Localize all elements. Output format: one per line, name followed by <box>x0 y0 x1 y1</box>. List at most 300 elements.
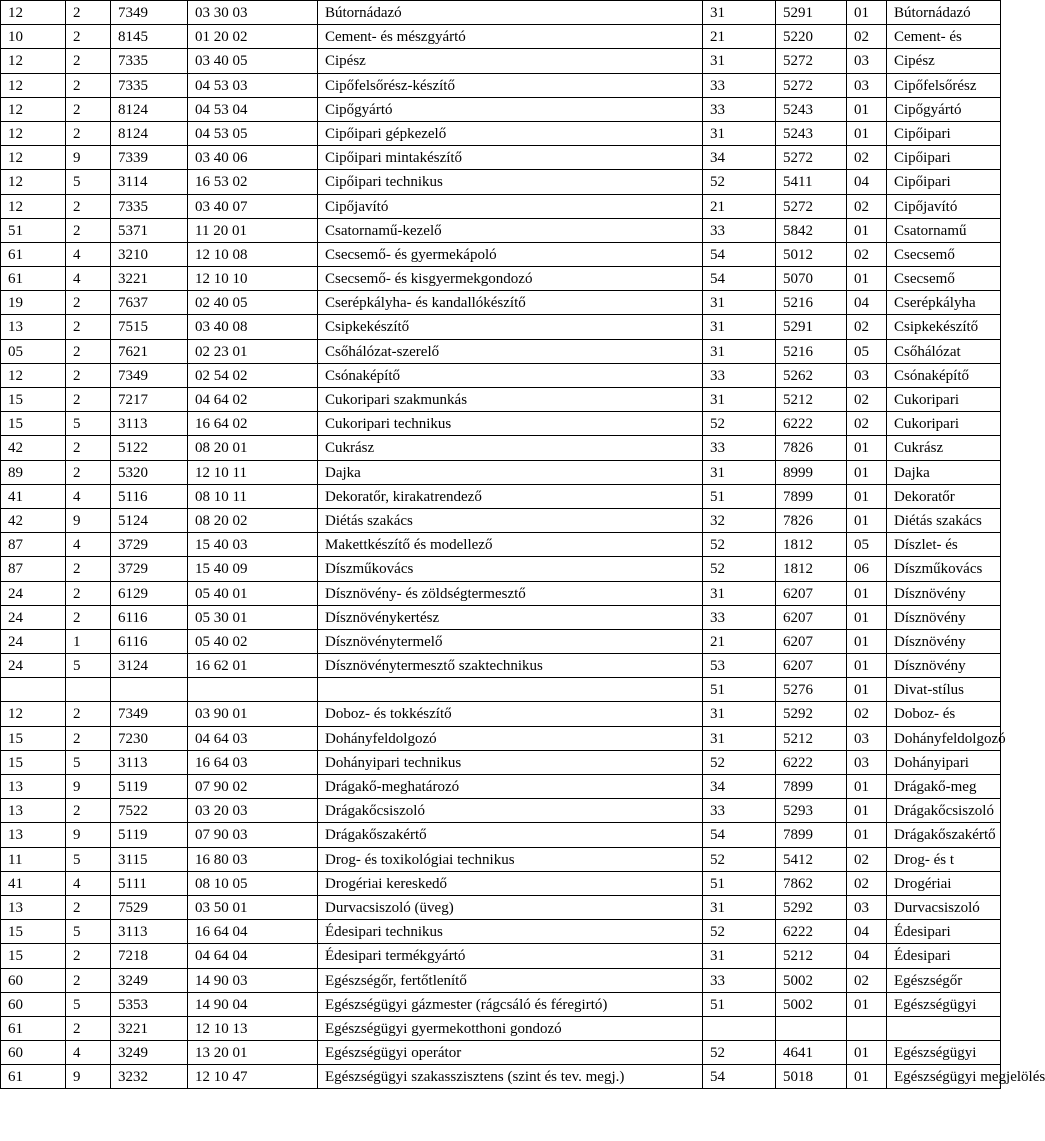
cell-code-a: 05 <box>1 339 66 363</box>
table-row <box>1 170 1001 194</box>
cell-occupation-name: Dohányfeldolgozó <box>318 726 703 750</box>
cell-code-c: 7349 <box>111 1 188 25</box>
cell-code-b: 2 <box>66 49 111 73</box>
cell-code-b: 2 <box>66 315 111 339</box>
cell-code-d: 16 64 04 <box>188 920 318 944</box>
table-row <box>1 702 1001 726</box>
cell-code-a: 15 <box>1 920 66 944</box>
cell-code-d: 03 40 08 <box>188 315 318 339</box>
cell-code-c: 5320 <box>111 460 188 484</box>
table-row <box>1 412 1001 436</box>
cell-code-f: 01 <box>847 629 887 653</box>
cell-code-b: 9 <box>66 1065 111 1089</box>
cell-code-b: 5 <box>66 654 111 678</box>
cell-code-f: 01 <box>847 218 887 242</box>
table-row <box>1 557 1001 581</box>
cell-occupation-name: Cement- és mészgyártó <box>318 25 703 49</box>
cell-new-name: Cipőfelsőrész <box>887 73 1001 97</box>
cell-occupation-name: Csipkekészítő <box>318 315 703 339</box>
cell-occupation-name: Diétás szakács <box>318 508 703 532</box>
cell-code-e <box>776 1016 847 1040</box>
cell-occupation-name <box>318 678 703 702</box>
cell-code-d: 04 53 04 <box>188 97 318 121</box>
cell-code-f: 02 <box>847 412 887 436</box>
cell-level: 21 <box>703 629 776 653</box>
cell-level: 52 <box>703 920 776 944</box>
cell-code-e: 5220 <box>776 25 847 49</box>
table-row <box>1 267 1001 291</box>
cell-code-d: 04 64 03 <box>188 726 318 750</box>
cell-level: 31 <box>703 291 776 315</box>
table-row <box>1 654 1001 678</box>
cell-code-d: 15 40 03 <box>188 533 318 557</box>
cell-code-d: 08 20 02 <box>188 508 318 532</box>
cell-code-c: 3124 <box>111 654 188 678</box>
table-row <box>1 823 1001 847</box>
cell-code-b <box>66 678 111 702</box>
cell-occupation-name: Drog- és toxikológiai technikus <box>318 847 703 871</box>
cell-code-d: 05 40 02 <box>188 629 318 653</box>
cell-code-a: 89 <box>1 460 66 484</box>
table-row <box>1 242 1001 266</box>
cell-code-f: 01 <box>847 823 887 847</box>
cell-code-f: 04 <box>847 291 887 315</box>
cell-level: 52 <box>703 750 776 774</box>
cell-occupation-name: Csatornamű-kezelő <box>318 218 703 242</box>
cell-new-name: Drágakőszakértő <box>887 823 1001 847</box>
cell-code-c: 5371 <box>111 218 188 242</box>
cell-new-name: Dísznövény <box>887 654 1001 678</box>
cell-code-d: 03 40 06 <box>188 146 318 170</box>
cell-level: 52 <box>703 533 776 557</box>
cell-code-d: 04 53 05 <box>188 121 318 145</box>
cell-level: 31 <box>703 726 776 750</box>
cell-code-a: 15 <box>1 412 66 436</box>
cell-code-c: 7230 <box>111 726 188 750</box>
cell-level: 54 <box>703 267 776 291</box>
cell-code-d: 03 30 03 <box>188 1 318 25</box>
cell-occupation-name: Durvacsiszoló (üveg) <box>318 895 703 919</box>
cell-new-name: Cukoripari <box>887 388 1001 412</box>
cell-level: 34 <box>703 775 776 799</box>
cell-new-name: Cipész <box>887 49 1001 73</box>
cell-code-f: 03 <box>847 363 887 387</box>
cell-new-name: Egészségügyi <box>887 1041 1001 1065</box>
cell-code-c: 3221 <box>111 267 188 291</box>
cell-code-e: 5411 <box>776 170 847 194</box>
table-row <box>1 678 1001 702</box>
cell-level: 51 <box>703 484 776 508</box>
table-row <box>1 1065 1001 1089</box>
cell-code-e: 5293 <box>776 799 847 823</box>
table-row <box>1 968 1001 992</box>
cell-code-e: 5291 <box>776 1 847 25</box>
table-row <box>1 436 1001 460</box>
cell-code-f: 02 <box>847 242 887 266</box>
cell-code-c: 3113 <box>111 920 188 944</box>
cell-code-b: 2 <box>66 363 111 387</box>
cell-occupation-name: Cipőjavító <box>318 194 703 218</box>
cell-level: 33 <box>703 605 776 629</box>
cell-level: 33 <box>703 218 776 242</box>
cell-code-f: 05 <box>847 533 887 557</box>
cell-code-c: 5119 <box>111 775 188 799</box>
cell-code-f: 01 <box>847 436 887 460</box>
table-row <box>1 920 1001 944</box>
cell-code-a: 15 <box>1 944 66 968</box>
cell-code-b: 2 <box>66 97 111 121</box>
cell-code-c: 6116 <box>111 629 188 653</box>
cell-code-b: 2 <box>66 726 111 750</box>
cell-code-a: 87 <box>1 533 66 557</box>
cell-code-b: 5 <box>66 750 111 774</box>
cell-new-name: Cipőipari <box>887 146 1001 170</box>
cell-code-d: 07 90 02 <box>188 775 318 799</box>
cell-occupation-name: Cipőipari technikus <box>318 170 703 194</box>
cell-code-e: 5272 <box>776 73 847 97</box>
cell-code-b: 5 <box>66 847 111 871</box>
cell-code-d: 12 10 08 <box>188 242 318 266</box>
cell-code-e: 5292 <box>776 895 847 919</box>
table-row <box>1 49 1001 73</box>
cell-code-e: 5018 <box>776 1065 847 1089</box>
cell-code-d: 15 40 09 <box>188 557 318 581</box>
cell-code-d: 04 64 04 <box>188 944 318 968</box>
cell-code-a: 12 <box>1 73 66 97</box>
cell-code-a: 61 <box>1 1065 66 1089</box>
cell-new-name: Drog- és t <box>887 847 1001 871</box>
cell-code-c: 5116 <box>111 484 188 508</box>
cell-occupation-name: Dísznövénytermelő <box>318 629 703 653</box>
cell-code-d: 03 20 03 <box>188 799 318 823</box>
cell-code-b: 2 <box>66 218 111 242</box>
cell-code-f: 01 <box>847 97 887 121</box>
cell-code-f: 02 <box>847 968 887 992</box>
table-row <box>1 194 1001 218</box>
cell-code-f: 02 <box>847 146 887 170</box>
cell-code-d: 14 90 04 <box>188 992 318 1016</box>
cell-code-f: 01 <box>847 267 887 291</box>
cell-new-name: Csatornamű <box>887 218 1001 242</box>
cell-level: 33 <box>703 97 776 121</box>
cell-level: 33 <box>703 73 776 97</box>
cell-occupation-name: Cukrász <box>318 436 703 460</box>
cell-code-c: 3115 <box>111 847 188 871</box>
cell-code-b: 5 <box>66 412 111 436</box>
cell-code-e: 1812 <box>776 557 847 581</box>
cell-code-e: 5002 <box>776 968 847 992</box>
cell-code-f: 04 <box>847 944 887 968</box>
cell-code-b: 2 <box>66 291 111 315</box>
cell-code-d: 13 20 01 <box>188 1041 318 1065</box>
cell-code-a: 41 <box>1 871 66 895</box>
cell-code-e: 5842 <box>776 218 847 242</box>
cell-code-a: 60 <box>1 992 66 1016</box>
cell-code-b: 2 <box>66 388 111 412</box>
cell-new-name <box>887 1016 1001 1040</box>
cell-level: 54 <box>703 1065 776 1089</box>
cell-code-c: 8124 <box>111 121 188 145</box>
table-row <box>1 508 1001 532</box>
cell-code-b: 4 <box>66 1041 111 1065</box>
cell-code-e: 5216 <box>776 339 847 363</box>
cell-code-c: 6116 <box>111 605 188 629</box>
cell-code-e: 5276 <box>776 678 847 702</box>
cell-code-e: 5216 <box>776 291 847 315</box>
cell-code-b: 2 <box>66 702 111 726</box>
cell-new-name: Durvacsiszoló <box>887 895 1001 919</box>
cell-new-name: Doboz- és <box>887 702 1001 726</box>
cell-level: 31 <box>703 895 776 919</box>
cell-new-name: Egészségügyi megjelölés <box>887 1065 1001 1089</box>
cell-code-b: 4 <box>66 871 111 895</box>
cell-code-c: 8145 <box>111 25 188 49</box>
cell-code-a: 12 <box>1 363 66 387</box>
cell-level: 52 <box>703 1041 776 1065</box>
cell-occupation-name: Egészségügyi szakasszisztens (szint és tev. megj.) <box>318 1065 703 1089</box>
table-row <box>1 121 1001 145</box>
cell-occupation-name: Drogériai kereskedő <box>318 871 703 895</box>
cell-code-e: 5412 <box>776 847 847 871</box>
cell-code-a: 13 <box>1 895 66 919</box>
cell-code-f: 03 <box>847 726 887 750</box>
cell-code-e: 7899 <box>776 775 847 799</box>
cell-new-name: Drágakő-meg <box>887 775 1001 799</box>
cell-code-d: 12 10 13 <box>188 1016 318 1040</box>
cell-code-b: 2 <box>66 460 111 484</box>
cell-new-name: Dohányipari <box>887 750 1001 774</box>
cell-code-b: 4 <box>66 267 111 291</box>
cell-code-e: 6207 <box>776 581 847 605</box>
cell-code-e: 6222 <box>776 412 847 436</box>
cell-level: 31 <box>703 460 776 484</box>
cell-occupation-name: Cserépkályha- és kandallókészítő <box>318 291 703 315</box>
cell-code-d: 11 20 01 <box>188 218 318 242</box>
cell-code-b: 2 <box>66 581 111 605</box>
cell-code-d: 12 10 11 <box>188 460 318 484</box>
cell-code-c: 3114 <box>111 170 188 194</box>
table-row <box>1 992 1001 1016</box>
cell-code-e: 6207 <box>776 654 847 678</box>
cell-code-a: 24 <box>1 605 66 629</box>
cell-code-e: 5012 <box>776 242 847 266</box>
cell-code-e: 6207 <box>776 605 847 629</box>
cell-code-d <box>188 678 318 702</box>
cell-code-a: 12 <box>1 121 66 145</box>
cell-code-b: 2 <box>66 25 111 49</box>
cell-level: 31 <box>703 388 776 412</box>
cell-code-b: 2 <box>66 799 111 823</box>
cell-code-a: 13 <box>1 775 66 799</box>
cell-level: 31 <box>703 49 776 73</box>
cell-new-name: Drogériai <box>887 871 1001 895</box>
table-row <box>1 146 1001 170</box>
cell-code-c: 7335 <box>111 73 188 97</box>
cell-code-c: 5119 <box>111 823 188 847</box>
table-row <box>1 484 1001 508</box>
cell-code-d: 05 40 01 <box>188 581 318 605</box>
cell-code-a: 11 <box>1 847 66 871</box>
cell-occupation-name: Egészségügyi gyermekotthoni gondozó <box>318 1016 703 1040</box>
cell-level: 21 <box>703 25 776 49</box>
cell-code-e: 6207 <box>776 629 847 653</box>
cell-occupation-name: Dekoratőr, kirakatrendező <box>318 484 703 508</box>
cell-code-f <box>847 1016 887 1040</box>
cell-code-e: 5292 <box>776 702 847 726</box>
cell-occupation-name: Cipőipari gépkezelő <box>318 121 703 145</box>
cell-code-c: 5111 <box>111 871 188 895</box>
cell-code-b: 5 <box>66 992 111 1016</box>
cell-code-c: 3249 <box>111 1041 188 1065</box>
table-row <box>1 944 1001 968</box>
cell-level: 33 <box>703 436 776 460</box>
cell-code-c: 5353 <box>111 992 188 1016</box>
cell-code-b: 9 <box>66 508 111 532</box>
cell-new-name: Divat-stílus <box>887 678 1001 702</box>
cell-code-d: 16 64 02 <box>188 412 318 436</box>
cell-level: 31 <box>703 339 776 363</box>
cell-code-d: 12 10 47 <box>188 1065 318 1089</box>
cell-code-d: 04 64 02 <box>188 388 318 412</box>
cell-code-d: 05 30 01 <box>188 605 318 629</box>
cell-occupation-name: Cukoripari technikus <box>318 412 703 436</box>
cell-code-a <box>1 678 66 702</box>
cell-code-c: 7522 <box>111 799 188 823</box>
cell-level: 52 <box>703 412 776 436</box>
cell-code-d: 08 10 05 <box>188 871 318 895</box>
cell-new-name: Egészségőr <box>887 968 1001 992</box>
cell-code-b: 2 <box>66 968 111 992</box>
cell-level: 33 <box>703 363 776 387</box>
cell-occupation-name: Makettkészítő és modellező <box>318 533 703 557</box>
table-row <box>1 847 1001 871</box>
cell-occupation-name: Csecsemő- és gyermekápoló <box>318 242 703 266</box>
cell-code-a: 12 <box>1 97 66 121</box>
cell-code-b: 2 <box>66 339 111 363</box>
cell-code-a: 12 <box>1 49 66 73</box>
cell-occupation-name: Drágakőszakértő <box>318 823 703 847</box>
cell-code-a: 13 <box>1 315 66 339</box>
cell-new-name: Cukrász <box>887 436 1001 460</box>
cell-level: 51 <box>703 992 776 1016</box>
cell-code-f: 04 <box>847 920 887 944</box>
cell-code-b: 5 <box>66 920 111 944</box>
cell-code-f: 01 <box>847 460 887 484</box>
cell-code-d: 03 40 05 <box>188 49 318 73</box>
cell-code-a: 24 <box>1 581 66 605</box>
cell-occupation-name: Cipőfelsőrész-készítő <box>318 73 703 97</box>
cell-new-name: Cement- és <box>887 25 1001 49</box>
cell-code-e: 5212 <box>776 726 847 750</box>
cell-code-e: 4641 <box>776 1041 847 1065</box>
cell-code-c: 7529 <box>111 895 188 919</box>
cell-code-f: 06 <box>847 557 887 581</box>
cell-level: 52 <box>703 847 776 871</box>
cell-occupation-name: Csecsemő- és kisgyermekgondozó <box>318 267 703 291</box>
table-row <box>1 1041 1001 1065</box>
cell-level: 31 <box>703 581 776 605</box>
cell-new-name: Dajka <box>887 460 1001 484</box>
table-row <box>1 629 1001 653</box>
cell-code-f: 03 <box>847 750 887 774</box>
cell-code-a: 12 <box>1 702 66 726</box>
cell-code-a: 24 <box>1 654 66 678</box>
cell-code-a: 87 <box>1 557 66 581</box>
cell-code-e: 5243 <box>776 121 847 145</box>
cell-new-name: Cipőipari <box>887 170 1001 194</box>
cell-level: 51 <box>703 871 776 895</box>
table-row <box>1 895 1001 919</box>
table-row <box>1 218 1001 242</box>
cell-level: 33 <box>703 799 776 823</box>
cell-code-a: 15 <box>1 388 66 412</box>
table-row <box>1 25 1001 49</box>
cell-level: 34 <box>703 146 776 170</box>
cell-code-e: 7899 <box>776 484 847 508</box>
table-row <box>1 799 1001 823</box>
cell-occupation-name: Doboz- és tokkészítő <box>318 702 703 726</box>
cell-new-name: Diétás szakács <box>887 508 1001 532</box>
cell-code-d: 16 64 03 <box>188 750 318 774</box>
table-row <box>1 291 1001 315</box>
cell-code-a: 51 <box>1 218 66 242</box>
cell-code-c: 7217 <box>111 388 188 412</box>
cell-occupation-name: Cipész <box>318 49 703 73</box>
table-row <box>1 605 1001 629</box>
cell-occupation-name: Cipőgyártó <box>318 97 703 121</box>
cell-new-name: Csónaképítő <box>887 363 1001 387</box>
cell-code-b: 2 <box>66 895 111 919</box>
cell-new-name: Cserépkályha <box>887 291 1001 315</box>
cell-level: 51 <box>703 678 776 702</box>
cell-code-f: 04 <box>847 170 887 194</box>
cell-code-a: 24 <box>1 629 66 653</box>
cell-code-a: 42 <box>1 508 66 532</box>
cell-occupation-name: Díszműkovács <box>318 557 703 581</box>
cell-occupation-name: Édesipari technikus <box>318 920 703 944</box>
cell-level: 21 <box>703 194 776 218</box>
cell-occupation-name: Dísznövény- és zöldségtermesztő <box>318 581 703 605</box>
cell-new-name: Díszlet- és <box>887 533 1001 557</box>
cell-code-b: 2 <box>66 605 111 629</box>
cell-code-f: 05 <box>847 339 887 363</box>
cell-code-b: 2 <box>66 557 111 581</box>
cell-level: 54 <box>703 823 776 847</box>
cell-occupation-name: Cukoripari szakmunkás <box>318 388 703 412</box>
cell-level: 31 <box>703 1 776 25</box>
cell-occupation-name: Drágakő-meghatározó <box>318 775 703 799</box>
cell-occupation-name: Egészségügyi operátor <box>318 1041 703 1065</box>
cell-code-d: 04 53 03 <box>188 73 318 97</box>
cell-code-e: 7899 <box>776 823 847 847</box>
cell-code-e: 7826 <box>776 508 847 532</box>
cell-code-c <box>111 678 188 702</box>
cell-new-name: Drágakőcsiszoló <box>887 799 1001 823</box>
cell-code-c: 3221 <box>111 1016 188 1040</box>
cell-code-a: 15 <box>1 726 66 750</box>
cell-new-name: Egészségügyi <box>887 992 1001 1016</box>
cell-level <box>703 1016 776 1040</box>
cell-code-a: 61 <box>1 1016 66 1040</box>
cell-code-c: 5122 <box>111 436 188 460</box>
cell-code-d: 16 53 02 <box>188 170 318 194</box>
cell-code-e: 6222 <box>776 920 847 944</box>
cell-level: 31 <box>703 944 776 968</box>
table-row <box>1 581 1001 605</box>
cell-code-f: 01 <box>847 605 887 629</box>
cell-code-b: 2 <box>66 121 111 145</box>
cell-code-e: 5272 <box>776 146 847 170</box>
